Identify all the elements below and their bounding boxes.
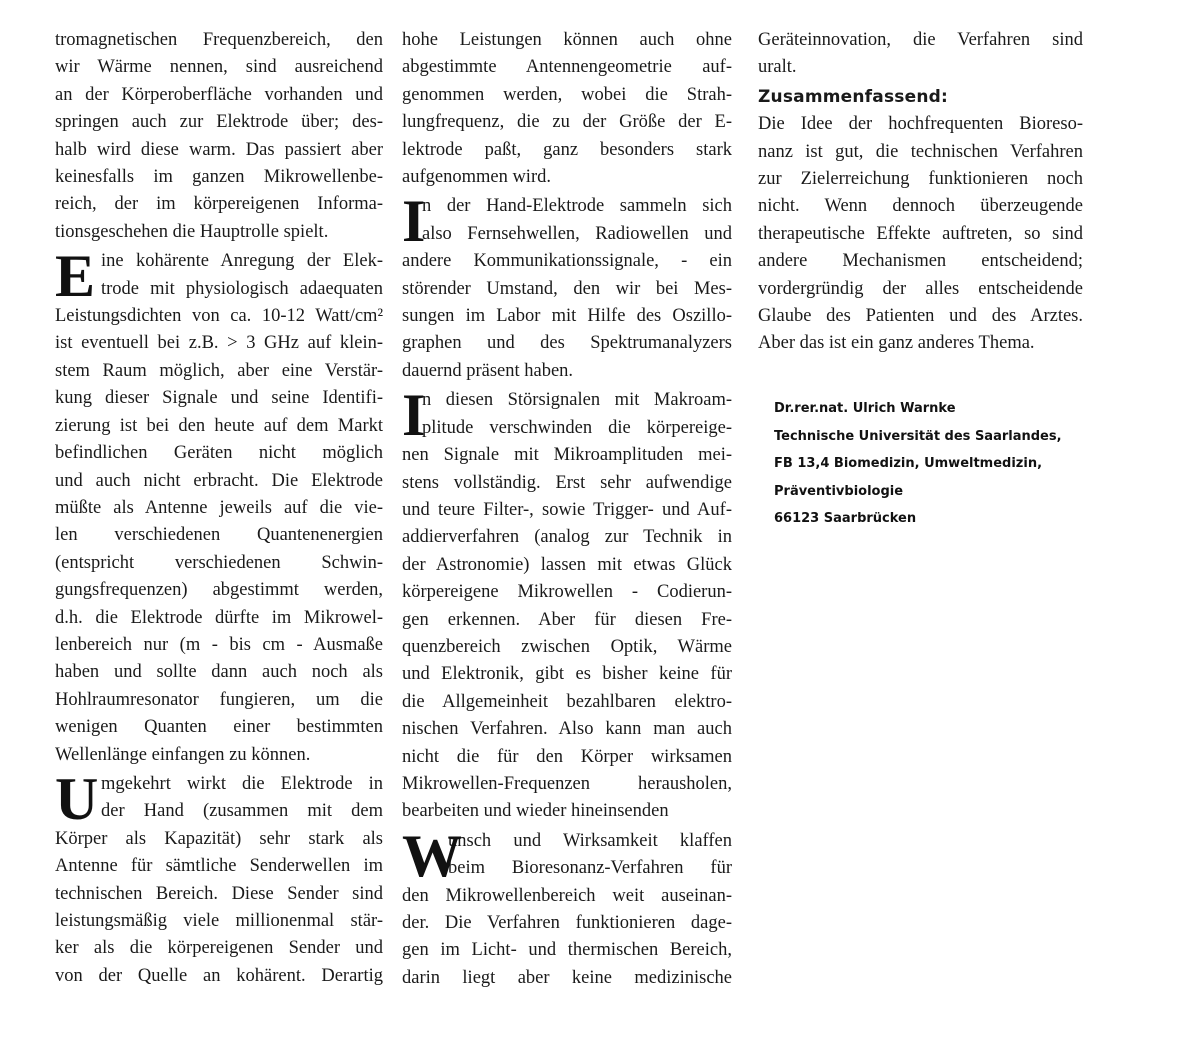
text-line: müßte als Antenne jeweils auf die vie- (55, 497, 383, 518)
text-line: beim Bioresonanz-Verfahren für (448, 858, 732, 879)
paragraph-1 (55, 27, 383, 246)
author-institution: Technische Universität des Saarlandes, (774, 428, 1062, 444)
paragraph-7 (402, 822, 732, 992)
text-line: vordergründig der alles entscheidende (758, 278, 1083, 299)
text-line: Hohlraumresonator fungieren, um die (55, 689, 383, 710)
drop-cap: W (402, 822, 462, 889)
text-line: lenbereich nur (m - bis cm - Ausmaße (55, 634, 383, 655)
text-line: zur Zielerreichung funktionieren noch (758, 169, 1083, 190)
paragraph-2 (55, 243, 383, 769)
text-line: d.h. die Elektrode dürfte im Mikrowel- (55, 607, 383, 628)
paragraph-6 (402, 382, 732, 826)
text-line: nicht. Wenn dennoch überzeugende (758, 196, 1083, 217)
text-line: gen im Licht- und thermischen Bereich, (402, 940, 732, 961)
text-line: Leistungsdichten von ca. 10-12 Watt/cm² (55, 306, 383, 327)
text-line: ine kohärente Anregung der Elek- (101, 251, 383, 272)
text-line: tionsgeschehen die Hauptrolle spielt. (55, 221, 329, 242)
text-line: hohe Leistungen können auch ohne (402, 30, 732, 50)
text-line: keinesfalls im ganzen Mikrowellenbe- (55, 167, 383, 188)
text-line: Wellenlänge einfangen zu können. (55, 744, 311, 765)
paragraph-5 (402, 188, 732, 385)
text-line: störender Umstand, den wir bei Mes- (402, 278, 732, 299)
text-column-2 (402, 27, 732, 994)
text-line: darin liegt aber keine medizinische (402, 967, 732, 988)
text-line: also Fernsehwellen, Radiowellen und (422, 223, 732, 244)
drop-cap: I (402, 382, 426, 449)
text-line: an der Körperoberfläche vorhanden und (55, 84, 383, 105)
text-line: gungsfrequenzen) abgestimmt werden, (55, 580, 383, 601)
text-line: lungfrequenz, die zu der Größe der E- (402, 112, 732, 133)
text-line: sungen im Labor mit Hilfe des Oszillo- (402, 306, 732, 327)
text-line: lektrode paßt, ganz besonders stark (402, 139, 732, 160)
text-line: von der Quelle an kohärent. Derartig (55, 965, 383, 986)
text-line: haben und sollte dann auch noch als (55, 662, 383, 683)
text-line: (entspricht verschiedenen Schwin- (55, 552, 383, 573)
text-line: Aber das ist ein ganz anderes Thema. (758, 333, 1035, 354)
text-line: der Astronomie) lassen mit etwas Glück (402, 554, 732, 575)
text-line: wenigen Quanten einer bestimmten (55, 717, 383, 738)
text-line: andere Kommunikationssignale, - ein (402, 251, 732, 272)
text-line: uralt. (758, 57, 797, 78)
author-department-cont: Präventivbiologie (774, 483, 904, 499)
text-line: körpereigene Mikrowellen - Codierun- (402, 582, 732, 603)
author-signature (774, 395, 1062, 533)
paragraph-8 (758, 27, 1083, 82)
text-line: nicht die für den Körper wirksamen (402, 746, 732, 767)
text-line: Körper als Kapazität) sehr stark als (55, 828, 383, 849)
author-name: Dr.rer.nat. Ulrich Warnke (774, 401, 956, 416)
text-line: addierverfahren (analog zur Technik in (402, 527, 732, 548)
text-line: stens vollständig. Erst sehr aufwendige (402, 472, 732, 493)
text-line: befindlichen Geräten nicht möglich (55, 443, 383, 464)
author-department: FB 13,4 Biomedizin, Umweltmedizin, (774, 456, 1043, 471)
text-column-3 (758, 27, 1083, 360)
text-line: len verschiedenen Quantenenergien (55, 525, 383, 546)
text-line: gen erkennen. Aber für diesen Fre- (402, 609, 732, 630)
drop-cap: U (55, 765, 99, 832)
text-line: therapeutische Effekte auftreten, so sind (758, 223, 1083, 244)
text-line: Antenne für sämtliche Senderwellen im (55, 856, 383, 877)
text-line: andere Mechanismen entscheidend; (758, 251, 1083, 272)
drop-cap: E (55, 243, 96, 310)
text-line: n diesen Störsignalen mit Makroam- (422, 390, 732, 411)
text-line: den Mikrowellenbereich weit auseinan- (402, 885, 732, 906)
section-heading: Zusammenfassend: (758, 86, 948, 107)
text-line: ist eventuell bei z.B. > 3 GHz auf klein- (55, 333, 383, 354)
text-line: der Hand (zusammen mit dem (101, 801, 383, 822)
paragraph-4 (402, 27, 732, 191)
text-line: und Elektronik, gibt es bisher keine für (402, 664, 732, 685)
text-line: n der Hand-Elektrode sammeln sich (422, 196, 732, 217)
text-line: und auch nicht erbracht. Die Elektrode (55, 470, 383, 491)
text-line: abgestimmte Antennengeometrie auf- (402, 57, 732, 78)
paragraph-3 (55, 765, 383, 990)
author-address: 66123 Saarbrücken (774, 511, 917, 526)
text-line: leistungsmäßig viele millionenmal stär- (55, 911, 383, 931)
text-line: springen auch zur Elektrode über; des- (55, 112, 383, 133)
summary-paragraph (758, 111, 1083, 358)
text-line: trode mit physiologisch adaequaten (101, 278, 383, 299)
text-line: reich, der im körpereigenen Informa- (55, 194, 383, 215)
text-line: graphen und des Spektrumanalyzers (402, 333, 732, 354)
text-line: Die Idee der hochfrequenten Bioreso- (758, 114, 1083, 135)
text-line: Mikrowellen-Frequenzen herausholen, (402, 773, 732, 794)
text-line: genommen werden, wobei die Strah- (402, 84, 732, 105)
text-line: aufgenommen wird. (402, 167, 551, 188)
text-line: ker als die körpereigenen Sender und (55, 938, 383, 959)
text-line: unsch und Wirksamkeit klaffen (448, 830, 732, 851)
text-line: der. Die Verfahren funktionieren dage- (402, 913, 732, 933)
text-line: halb wird diese warm. Das passiert aber (55, 139, 383, 160)
text-line: nen Signale mit Mikroamplituden mei- (402, 445, 732, 466)
text-line: wir Wärme nennen, sind ausreichend (55, 57, 383, 78)
text-line: stem Raum möglich, aber eine Verstär- (55, 360, 383, 381)
text-line: dauernd präsent haben. (402, 360, 574, 381)
text-line: Glaube des Patienten und des Arztes. (758, 306, 1083, 327)
text-line: und teure Filter-, sowie Trigger- und Auf- (402, 499, 732, 520)
text-line: mgekehrt wirkt die Elektrode in (101, 773, 383, 794)
text-line: zierung ist bei den heute auf dem Markt (55, 415, 383, 436)
text-line: nischen Verfahren. Also kann man auch (402, 719, 732, 740)
text-line: technischen Bereich. Diese Sender sind (55, 883, 383, 904)
text-line: tromagnetischen Frequenzbereich, den (55, 30, 383, 50)
text-line: Geräteinnovation, die Verfahren sind (758, 30, 1083, 50)
text-line: bearbeiten und wieder hineinsenden (402, 801, 669, 822)
text-line: kung dieser Signale und seine Identifi- (55, 388, 383, 409)
text-line: quenzbereich zwischen Optik, Wärme (402, 636, 732, 657)
text-line: die Allgemeinheit bezahlbaren elektro- (402, 691, 732, 712)
text-line: plitude verschwinden die körpereige- (422, 417, 732, 438)
text-line: nanz ist gut, die technischen Verfahren (758, 141, 1083, 162)
drop-cap: I (402, 188, 426, 255)
text-column-1 (55, 27, 383, 992)
